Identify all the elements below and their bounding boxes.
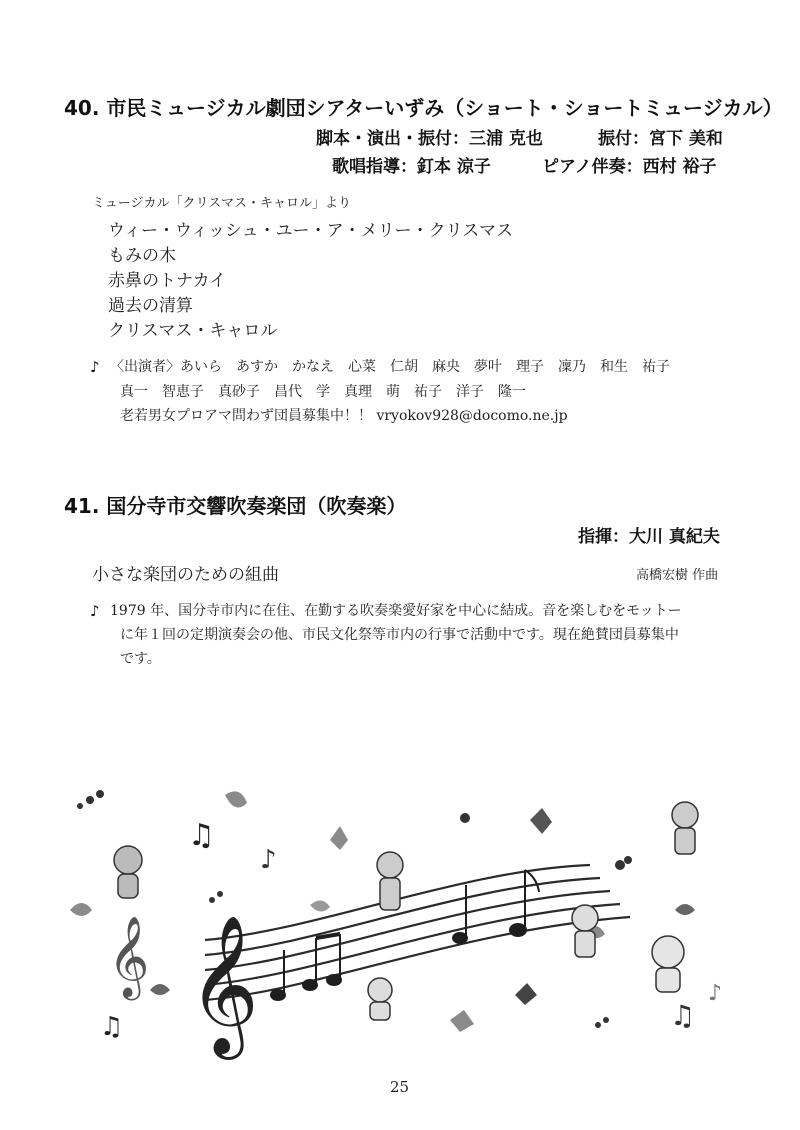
credits-choreography: 振付：宮下 美和	[598, 129, 723, 149]
section-40-title: 40. 市民ミュージカル劇団シアターいずみ（ショート・ショートミュージカル）	[64, 96, 783, 120]
child-figure-icon	[652, 936, 684, 992]
section-41-title: 41. 国分寺市交響吹奏楽団（吹奏楽）	[64, 494, 407, 518]
song-item: ウィー・ウィッシュ・ユー・ア・メリー・クリスマス	[108, 221, 513, 241]
child-figure-icon	[114, 846, 142, 898]
song-item: クリスマス・キャロル	[108, 321, 278, 341]
child-figure-icon	[377, 852, 403, 910]
treble-clef-icon: 𝄞	[108, 915, 150, 997]
music-note-icon: ♫	[670, 999, 696, 1032]
music-note-icon: ♪	[260, 845, 277, 875]
performers-line-2: 真一 智恵子 真砂子 昌代 学 真理 萌 祐子 洋子 隆一	[120, 384, 526, 400]
music-note-icon: ♫	[100, 1012, 124, 1042]
child-figure-icon	[672, 802, 698, 854]
composer-credit: 高橋宏樹 作曲	[636, 568, 719, 583]
credits-piano: ピアノ伴奏：西村 裕子	[542, 157, 717, 177]
song-item: 過去の清算	[108, 296, 193, 316]
conductor-credit: 指揮：大川 真紀夫	[578, 527, 720, 547]
group-description-line-3: です。	[120, 651, 161, 667]
page-number: 25	[390, 1078, 410, 1096]
child-figure-icon	[368, 978, 392, 1020]
song-item: 赤鼻のトナカイ	[108, 271, 227, 291]
music-note-icon: ♪	[90, 602, 100, 620]
song-item: もみの木	[108, 246, 176, 266]
piece-title: 小さな楽団のための組曲	[92, 565, 279, 585]
music-note-icon: ♪	[708, 981, 723, 1006]
group-description-line-2: に年１回の定期演奏会の他、市民文化祭等市内の行事で活動中です。現在絶賛団員募集中	[120, 627, 679, 643]
group-description-line-1: 1979 年、国分寺市内に在住、在勤する吹奏楽愛好家を中心に結成。音を楽しむをモットー	[110, 603, 682, 619]
musical-intro: ミュージカル「クリスマス・キャロル」より	[92, 196, 351, 211]
performers-line-1: 〈出演者〉あいら あすか かなえ 心菜 仁胡 麻央 夢叶 理子 凜乃 和生 祐子	[110, 359, 670, 375]
staff-lines	[205, 865, 630, 1000]
music-note-icon: ♪	[90, 358, 100, 376]
credits-script-direction: 脚本・演出・振付：三浦 克也	[316, 129, 543, 149]
treble-clef-icon: 𝄞	[188, 915, 259, 1054]
music-note-icon: ♫	[188, 818, 215, 853]
music-illustration	[60, 770, 750, 1070]
credits-vocal-coach: 歌唱指導：釘本 涼子	[332, 157, 491, 177]
recruit-notice: 老若男女プロアマ問わず団員募集中！！ vryokov928@docomo.ne.jp	[120, 408, 568, 424]
